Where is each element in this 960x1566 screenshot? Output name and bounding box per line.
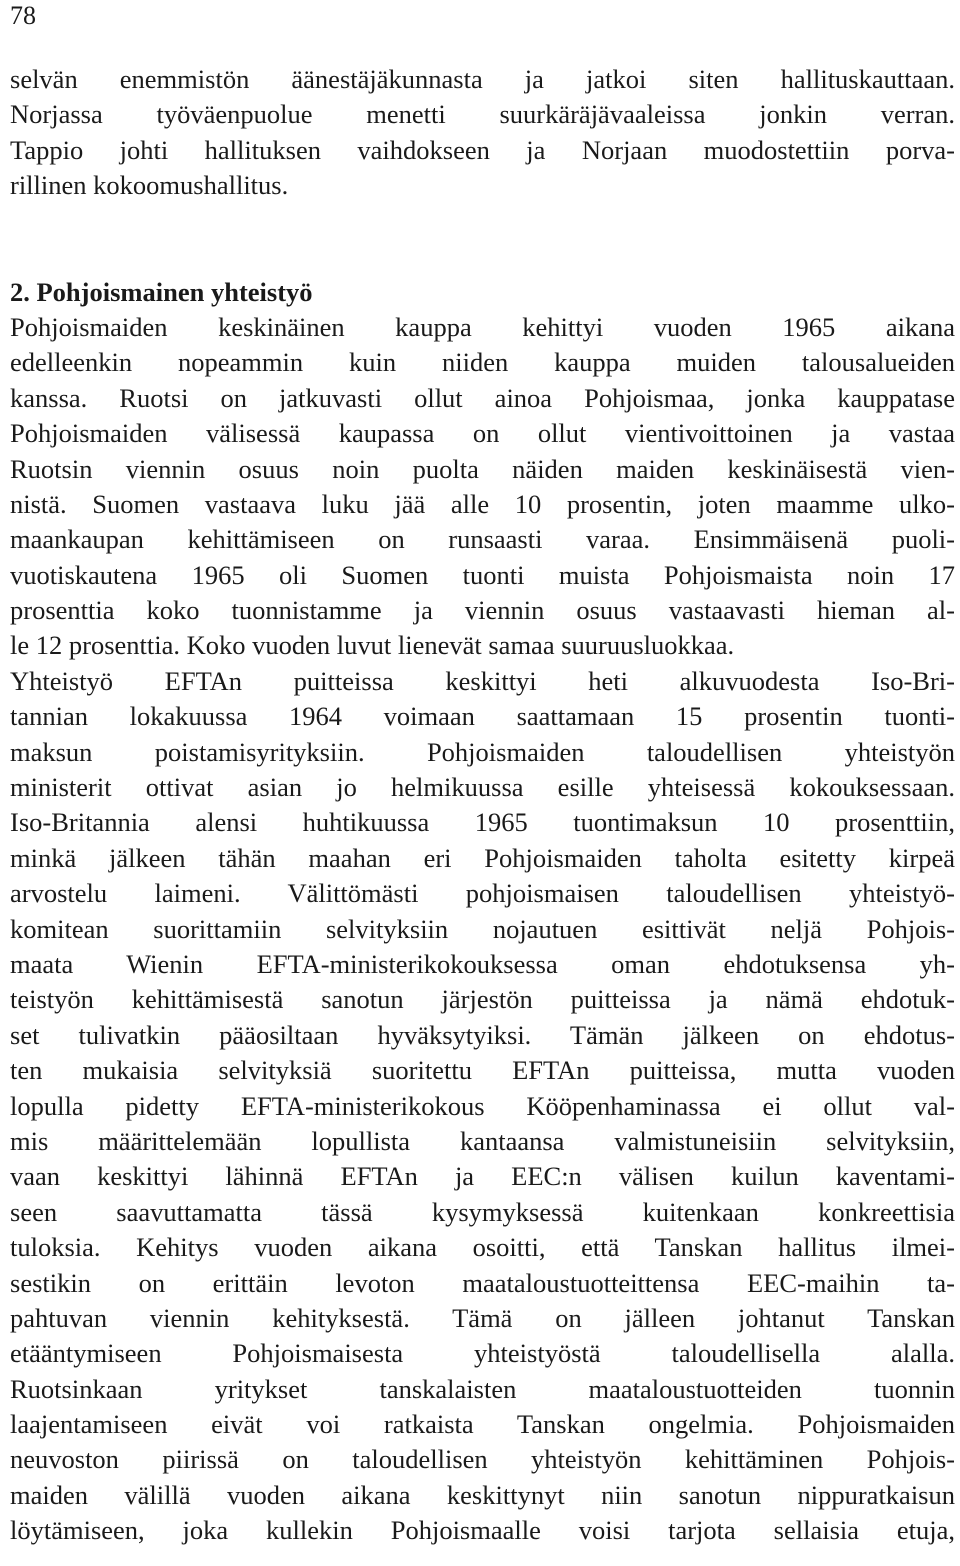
- text-line: komitean suorittamiin selvityksiin nojautuen esittivät neljä Pohjois-: [10, 913, 955, 944]
- text-line: Norjassa työväenpuolue menetti suurkäräjävaaleissa jonkin verran.: [10, 99, 955, 130]
- text-line: arvostelu laimeni. Välittömästi pohjoismaisen taloudellisen yhteistyö-: [10, 878, 955, 909]
- text-line: laajentamiseen eivät voi ratkaista Tanskan ongelmia. Pohjoismaiden: [10, 1409, 955, 1440]
- text-line: maksun poistamisyrityksiin. Pohjoismaiden taloudellisen yhteistyön: [10, 736, 955, 767]
- text-line: mis määrittelemään lopullista kantaansa valmistuneisiin selvityksiin,: [10, 1125, 955, 1156]
- page-body: [10, 62, 955, 1549]
- text-line: teistyön kehittämisestä sanotun järjestön puitteissa ja nämä ehdotuk-: [10, 984, 955, 1015]
- text-line: edelleenkin nopeammin kuin niiden kauppa muiden talousalueiden: [10, 347, 955, 378]
- text-line: Yhteistyö EFTAn puitteissa keskittyi heti alkuvuodesta Iso-Bri-: [10, 665, 955, 696]
- text-line: vuotiskautena 1965 oli Suomen tuonti muista Pohjoismaista noin 17: [10, 559, 955, 590]
- intro-paragraph: [10, 62, 955, 204]
- text-line: minkä jälkeen tähän maahan eri Pohjoismaiden taholta esitetty kirpeä: [10, 842, 955, 873]
- text-line: ten mukaisia selvityksiä suoritettu EFTAn puitteissa, mutta vuoden: [10, 1055, 955, 1086]
- text-line: Ruotsinkaan yritykset tanskalaisten maataloustuotteiden tuonnin: [10, 1373, 955, 1404]
- section-gap: [10, 204, 955, 275]
- text-line: tuloksia. Kehitys vuoden aikana osoitti, että Tanskan hallitus ilmei-: [10, 1232, 955, 1263]
- text-line: kanssa. Ruotsi on jatkuvasti ollut ainoa Pohjoismaa, jonka kauppatase: [10, 382, 955, 413]
- text-line: Pohjoismaiden keskinäinen kauppa kehittyi vuoden 1965 aikana: [10, 311, 955, 342]
- text-line: set tulivatkin pääosiltaan hyväksytyiksi. Tämän jälkeen on ehdotus-: [10, 1019, 955, 1050]
- text-line: tannian lokakuussa 1964 voimaan saattamaan 15 prosentin tuonti-: [10, 701, 955, 732]
- text-line: rillinen kokoomushallitus.: [10, 170, 289, 201]
- text-line: maata Wienin EFTA-ministerikokouksessa oman ehdotuksensa yh-: [10, 948, 955, 979]
- text-line: etääntymiseen Pohjoismaisesta yhteistyöstä taloudellisella alalla.: [10, 1338, 955, 1369]
- text-line: maiden välillä vuoden aikana keskittynyt niin sanotun nippuratkaisun: [10, 1479, 955, 1510]
- text-line: le 12 prosenttia. Koko vuoden luvut lienevät samaa suuruusluokkaa.: [10, 630, 735, 661]
- text-line: lopulla pidetty EFTA-ministerikokous Kööpenhaminassa ei ollut val-: [10, 1090, 955, 1121]
- text-line: neuvoston piirissä on taloudellisen yhteistyön kehittäminen Pohjois-: [10, 1444, 955, 1475]
- section-body: [10, 310, 955, 1549]
- text-line: maankaupan kehittämiseen on runsaasti varaa. Ensimmäisenä puoli-: [10, 524, 955, 555]
- page-number: 78: [10, 1, 36, 30]
- text-line: selvän enemmistön äänestäjäkunnasta ja jatkoi siten hallituskauttaan.: [10, 64, 955, 94]
- section-heading: 2. Pohjoismainen yhteistyö: [10, 276, 313, 307]
- text-line: Iso-Britannia alensi huhtikuussa 1965 tuontimaksun 10 prosenttiin,: [10, 807, 955, 838]
- text-line: prosenttia koko tuonnistamme ja viennin osuus vastaavasti hieman al-: [10, 595, 955, 626]
- text-line: ministerit ottivat asian jo helmikuussa esille yhteisessä kokouksessaan.: [10, 772, 955, 803]
- text-line: seen saavuttamatta tässä kysymyksessä kuitenkaan konkreettisia: [10, 1196, 955, 1227]
- text-line: löytämiseen, joka kullekin Pohjoismaalle voisi tarjota sellaisia etuja,: [10, 1515, 955, 1546]
- text-line: Tappio johti hallituksen vaihdokseen ja Norjaan muodostettiin porva-: [10, 134, 955, 165]
- text-line: Ruotsin viennin osuus noin puolta näiden maiden keskinäisestä vien-: [10, 453, 955, 484]
- text-line: Pohjoismaiden välisessä kaupassa on ollut vientivoittoinen ja vastaa: [10, 418, 955, 449]
- text-line: pahtuvan viennin kehityksestä. Tämä on jälleen johtanut Tanskan: [10, 1302, 955, 1333]
- text-line: vaan keskittyi lähinnä EFTAn ja EEC:n välisen kuilun kaventami-: [10, 1161, 955, 1192]
- text-line: nistä. Suomen vastaava luku jää alle 10 prosentin, joten maamme ulko-: [10, 488, 955, 519]
- text-line: sestikin on erittäin levoton maataloustuotteittensa EEC-maihin ta-: [10, 1267, 955, 1298]
